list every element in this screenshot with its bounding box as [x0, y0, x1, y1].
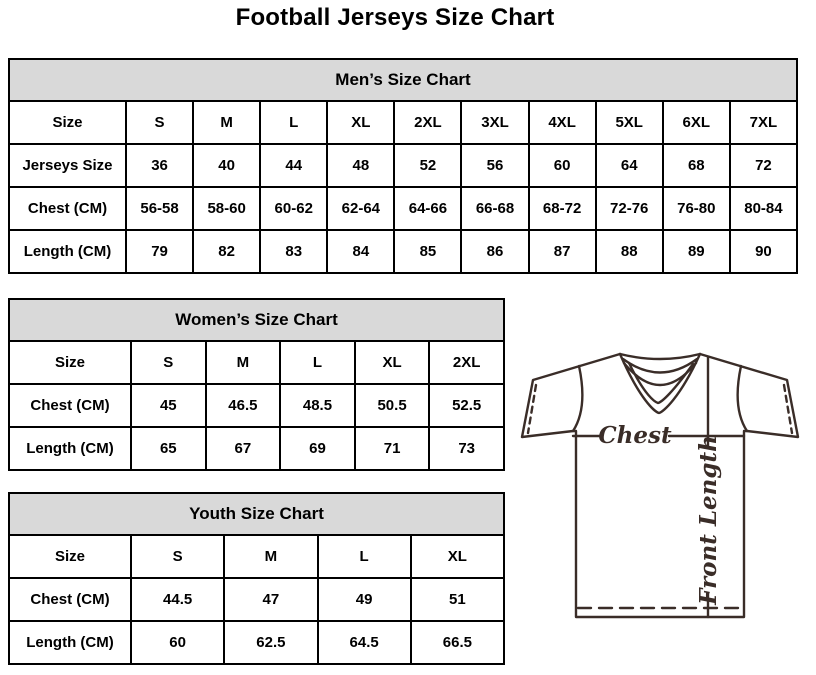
- row-label: Size: [9, 341, 131, 384]
- size-value-cell: 73: [429, 427, 504, 470]
- size-value-cell: 52: [394, 144, 461, 187]
- size-value-cell: 6XL: [663, 101, 730, 144]
- size-value-cell: 86: [461, 230, 528, 273]
- size-value-cell: XL: [327, 101, 394, 144]
- size-value-cell: 46.5: [206, 384, 281, 427]
- size-value-cell: M: [193, 101, 260, 144]
- table-row: [9, 578, 504, 621]
- size-value-cell: 82: [193, 230, 260, 273]
- size-value-cell: 58-60: [193, 187, 260, 230]
- size-value-cell: 72: [730, 144, 797, 187]
- size-value-cell: 5XL: [596, 101, 663, 144]
- size-value-cell: 89: [663, 230, 730, 273]
- table-row: [9, 187, 797, 230]
- womens-table-title: Women’s Size Chart: [9, 299, 504, 341]
- size-value-cell: 44.5: [131, 578, 224, 621]
- right-cuff-dashed-line: [784, 385, 792, 433]
- size-value-cell: S: [131, 341, 206, 384]
- size-value-cell: 47: [224, 578, 317, 621]
- size-value-cell: 64.5: [318, 621, 411, 664]
- collar-outer-v: [620, 354, 700, 413]
- size-value-cell: 48: [327, 144, 394, 187]
- table-header-row: [9, 493, 504, 535]
- table-row: [9, 535, 504, 578]
- size-value-cell: 62.5: [224, 621, 317, 664]
- right-sleeve-seam: [738, 366, 747, 431]
- size-value-cell: 64-66: [394, 187, 461, 230]
- size-value-cell: 60: [529, 144, 596, 187]
- size-value-cell: 62-64: [327, 187, 394, 230]
- size-value-cell: 45: [131, 384, 206, 427]
- table-row: [9, 341, 504, 384]
- size-value-cell: XL: [355, 341, 430, 384]
- size-value-cell: 66-68: [461, 187, 528, 230]
- size-value-cell: S: [126, 101, 193, 144]
- size-value-cell: 60-62: [260, 187, 327, 230]
- row-label: Length (CM): [9, 621, 131, 664]
- size-value-cell: 4XL: [529, 101, 596, 144]
- size-value-cell: M: [206, 341, 281, 384]
- size-value-cell: M: [224, 535, 317, 578]
- size-value-cell: 50.5: [355, 384, 430, 427]
- size-value-cell: 76-80: [663, 187, 730, 230]
- table-row: [9, 230, 797, 273]
- collar-top-line: [620, 354, 700, 359]
- left-sleeve-seam: [573, 366, 582, 431]
- mens-size-table: [8, 58, 798, 274]
- row-label: Chest (CM): [9, 384, 131, 427]
- table-row: [9, 101, 797, 144]
- size-value-cell: 3XL: [461, 101, 528, 144]
- chest-label: Chest: [598, 422, 672, 449]
- table-row: [9, 144, 797, 187]
- page-title: Football Jerseys Size Chart: [235, 4, 555, 31]
- size-value-cell: 44: [260, 144, 327, 187]
- row-label: Jerseys Size: [9, 144, 126, 187]
- jersey-outline: [522, 354, 798, 617]
- row-label: Size: [9, 101, 126, 144]
- size-value-cell: XL: [411, 535, 504, 578]
- size-value-cell: S: [131, 535, 224, 578]
- size-value-cell: 56-58: [126, 187, 193, 230]
- table-header-row: [9, 299, 504, 341]
- size-value-cell: 65: [131, 427, 206, 470]
- table-row: [9, 621, 504, 664]
- size-value-cell: 69: [280, 427, 355, 470]
- table-row: [9, 384, 504, 427]
- size-value-cell: L: [280, 341, 355, 384]
- jersey-measurement-diagram: [505, 330, 815, 675]
- size-value-cell: 83: [260, 230, 327, 273]
- left-cuff-dashed-line: [528, 385, 536, 433]
- size-value-cell: 40: [193, 144, 260, 187]
- size-value-cell: 52.5: [429, 384, 504, 427]
- size-value-cell: 56: [461, 144, 528, 187]
- table-header-row: [9, 59, 797, 101]
- row-label: Length (CM): [9, 230, 126, 273]
- size-value-cell: 51: [411, 578, 504, 621]
- row-label: Size: [9, 535, 131, 578]
- size-value-cell: 67: [206, 427, 281, 470]
- size-value-cell: 2XL: [429, 341, 504, 384]
- size-value-cell: 71: [355, 427, 430, 470]
- mens-table-title: Men’s Size Chart: [9, 59, 797, 101]
- size-value-cell: 72-76: [596, 187, 663, 230]
- size-value-cell: 64: [596, 144, 663, 187]
- size-value-cell: 80-84: [730, 187, 797, 230]
- size-value-cell: 36: [126, 144, 193, 187]
- size-value-cell: 7XL: [730, 101, 797, 144]
- row-label: Length (CM): [9, 427, 131, 470]
- size-value-cell: 85: [394, 230, 461, 273]
- youth-size-table: [8, 492, 505, 665]
- size-value-cell: 68-72: [529, 187, 596, 230]
- size-value-cell: 2XL: [394, 101, 461, 144]
- size-value-cell: 79: [126, 230, 193, 273]
- size-value-cell: 87: [529, 230, 596, 273]
- womens-size-table: [8, 298, 505, 471]
- row-label: Chest (CM): [9, 187, 126, 230]
- size-value-cell: 48.5: [280, 384, 355, 427]
- size-value-cell: 60: [131, 621, 224, 664]
- size-value-cell: 49: [318, 578, 411, 621]
- front-length-label: Front Length: [695, 435, 722, 605]
- size-value-cell: 68: [663, 144, 730, 187]
- table-row: [9, 427, 504, 470]
- size-value-cell: 66.5: [411, 621, 504, 664]
- size-value-cell: 84: [327, 230, 394, 273]
- youth-table-title: Youth Size Chart: [9, 493, 504, 535]
- size-value-cell: 88: [596, 230, 663, 273]
- row-label: Chest (CM): [9, 578, 131, 621]
- size-value-cell: L: [318, 535, 411, 578]
- size-value-cell: 90: [730, 230, 797, 273]
- size-value-cell: L: [260, 101, 327, 144]
